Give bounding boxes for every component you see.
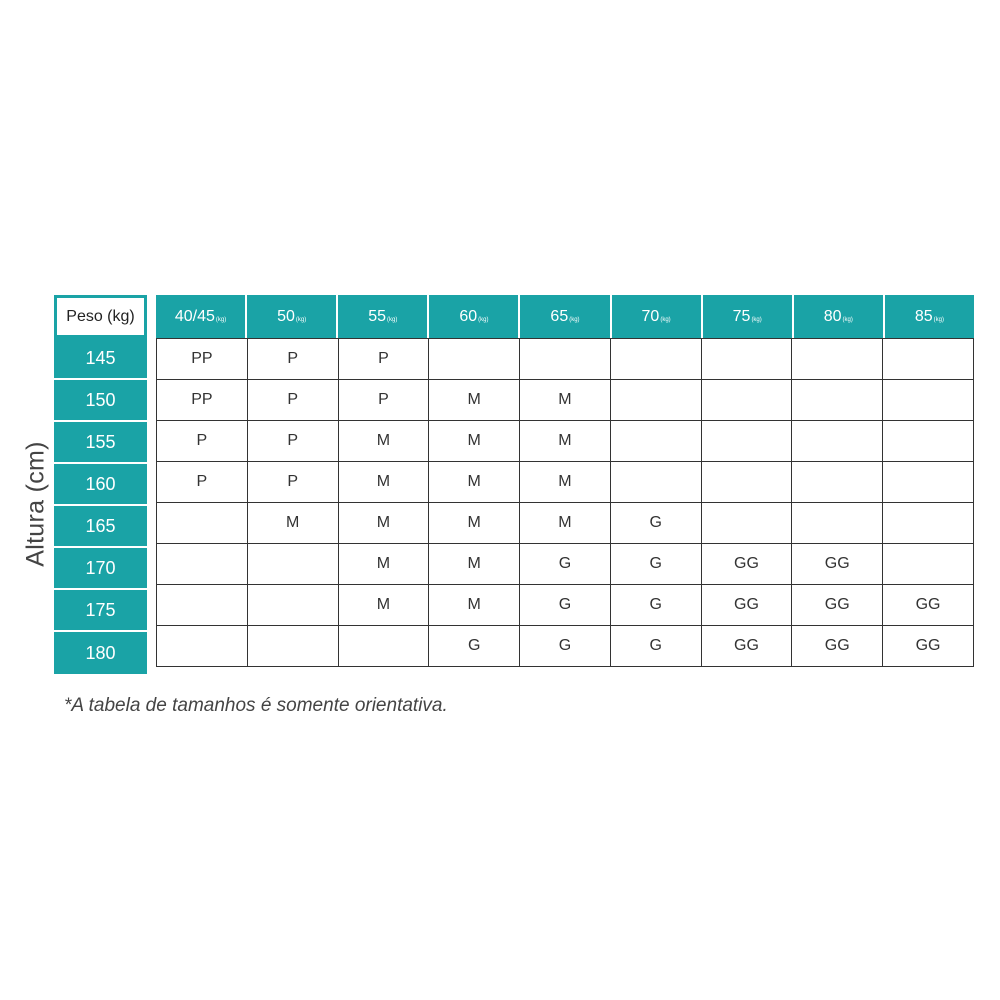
height-header-1: 150 bbox=[54, 380, 147, 422]
size-cell: P bbox=[338, 380, 429, 421]
size-cell: M bbox=[338, 462, 429, 503]
table-row bbox=[157, 462, 974, 503]
weight-header-5 bbox=[612, 295, 703, 338]
table-row bbox=[157, 503, 974, 544]
size-cell bbox=[701, 503, 792, 544]
table-row bbox=[157, 380, 974, 421]
height-header-2: 155 bbox=[54, 422, 147, 464]
table-row bbox=[157, 626, 974, 667]
weight-header-6 bbox=[703, 295, 794, 338]
size-cell: P bbox=[247, 421, 338, 462]
weight-header-1 bbox=[247, 295, 338, 338]
size-cell: GG bbox=[701, 585, 792, 626]
size-cell bbox=[157, 544, 248, 585]
size-cell bbox=[157, 503, 248, 544]
height-header-3: 160 bbox=[54, 464, 147, 506]
size-cell: M bbox=[338, 544, 429, 585]
y-axis-label: Altura (cm) bbox=[21, 441, 50, 567]
size-cell bbox=[247, 626, 338, 667]
size-cell: GG bbox=[792, 544, 883, 585]
corner-header-weight: Peso (kg) bbox=[54, 295, 147, 338]
size-cell: M bbox=[338, 503, 429, 544]
weight-header-4 bbox=[520, 295, 611, 338]
size-cell: G bbox=[610, 503, 701, 544]
weight-value: 85 bbox=[914, 307, 933, 325]
size-cell: G bbox=[520, 626, 611, 667]
weight-header-2 bbox=[338, 295, 429, 338]
size-cell: M bbox=[429, 503, 520, 544]
size-cell bbox=[157, 585, 248, 626]
size-cell bbox=[701, 339, 792, 380]
size-cell: P bbox=[157, 462, 248, 503]
weight-value: 55 bbox=[368, 307, 386, 325]
size-cell: P bbox=[247, 380, 338, 421]
size-cell: M bbox=[429, 462, 520, 503]
height-header-column bbox=[54, 338, 147, 674]
weight-value: 50 bbox=[277, 307, 295, 325]
size-cell: M bbox=[338, 421, 429, 462]
size-cell bbox=[883, 544, 974, 585]
size-cell bbox=[247, 585, 338, 626]
weight-value: 75 bbox=[732, 307, 751, 325]
weight-value: 80 bbox=[823, 307, 842, 325]
size-cell: GG bbox=[701, 544, 792, 585]
weight-unit: (kg) bbox=[842, 316, 853, 323]
size-cell: P bbox=[247, 462, 338, 503]
weight-value: 60 bbox=[459, 307, 478, 325]
size-cell bbox=[792, 339, 883, 380]
size-cell bbox=[883, 421, 974, 462]
weight-unit: (kg) bbox=[478, 316, 489, 323]
size-cell bbox=[610, 421, 701, 462]
size-cell bbox=[883, 503, 974, 544]
size-cell bbox=[701, 421, 792, 462]
size-cell: M bbox=[520, 503, 611, 544]
height-header-7: 180 bbox=[85, 642, 116, 663]
table-row bbox=[157, 421, 974, 462]
size-cell: G bbox=[610, 544, 701, 585]
size-cell bbox=[247, 544, 338, 585]
weight-unit: (kg) bbox=[751, 316, 762, 323]
weight-unit: (kg) bbox=[215, 316, 227, 323]
size-cell bbox=[883, 339, 974, 380]
size-cell: G bbox=[520, 544, 611, 585]
size-cell bbox=[610, 462, 701, 503]
size-cell bbox=[792, 462, 883, 503]
size-cell bbox=[610, 380, 701, 421]
size-cell: PP bbox=[157, 380, 248, 421]
size-cell: GG bbox=[883, 626, 974, 667]
height-header-0: 145 bbox=[54, 338, 147, 380]
size-cell: M bbox=[520, 462, 611, 503]
table-row bbox=[157, 544, 974, 585]
table-row bbox=[157, 339, 974, 380]
size-cell bbox=[610, 339, 701, 380]
size-cell bbox=[338, 626, 429, 667]
weight-unit: (kg) bbox=[569, 316, 580, 323]
weight-header-7 bbox=[794, 295, 885, 338]
size-cell bbox=[792, 503, 883, 544]
weight-value: 40/45 bbox=[174, 307, 215, 325]
size-cell: P bbox=[157, 421, 248, 462]
size-cell bbox=[701, 462, 792, 503]
size-cell bbox=[883, 380, 974, 421]
weight-value: 70 bbox=[641, 307, 660, 325]
size-cell: G bbox=[520, 585, 611, 626]
weight-header-0 bbox=[156, 295, 247, 338]
footnote: *A tabela de tamanhos é somente orientativa. bbox=[64, 695, 448, 716]
size-cell: M bbox=[520, 421, 611, 462]
size-cell: GG bbox=[792, 626, 883, 667]
size-cell: M bbox=[520, 380, 611, 421]
size-cell: GG bbox=[883, 585, 974, 626]
height-header-4: 165 bbox=[54, 506, 147, 548]
weight-unit: (kg) bbox=[295, 316, 307, 323]
table-row bbox=[157, 585, 974, 626]
size-table bbox=[156, 338, 974, 667]
size-cell: GG bbox=[792, 585, 883, 626]
size-cell: M bbox=[247, 503, 338, 544]
size-cell bbox=[429, 339, 520, 380]
size-cell bbox=[157, 626, 248, 667]
size-cell: M bbox=[429, 421, 520, 462]
size-cell bbox=[792, 380, 883, 421]
height-header-5: 170 bbox=[54, 548, 147, 590]
size-cell bbox=[520, 339, 611, 380]
size-cell: PP bbox=[157, 339, 248, 380]
size-cell: P bbox=[247, 339, 338, 380]
weight-unit: (kg) bbox=[387, 316, 398, 323]
size-cell: G bbox=[429, 626, 520, 667]
size-cell: M bbox=[338, 585, 429, 626]
size-cell: G bbox=[610, 585, 701, 626]
weight-unit: (kg) bbox=[660, 316, 671, 323]
weight-value: 65 bbox=[550, 307, 569, 325]
weight-unit: (kg) bbox=[933, 316, 944, 323]
height-header-6: 175 bbox=[54, 590, 147, 632]
weight-header-8 bbox=[885, 295, 974, 338]
weight-header-row bbox=[156, 295, 974, 338]
size-cell: P bbox=[338, 339, 429, 380]
size-cell: M bbox=[429, 585, 520, 626]
size-cell: M bbox=[429, 544, 520, 585]
size-cell bbox=[792, 421, 883, 462]
size-cell: M bbox=[429, 380, 520, 421]
size-cell bbox=[701, 380, 792, 421]
size-cell bbox=[883, 462, 974, 503]
weight-header-3 bbox=[429, 295, 520, 338]
size-cell: G bbox=[610, 626, 701, 667]
size-cell: GG bbox=[701, 626, 792, 667]
